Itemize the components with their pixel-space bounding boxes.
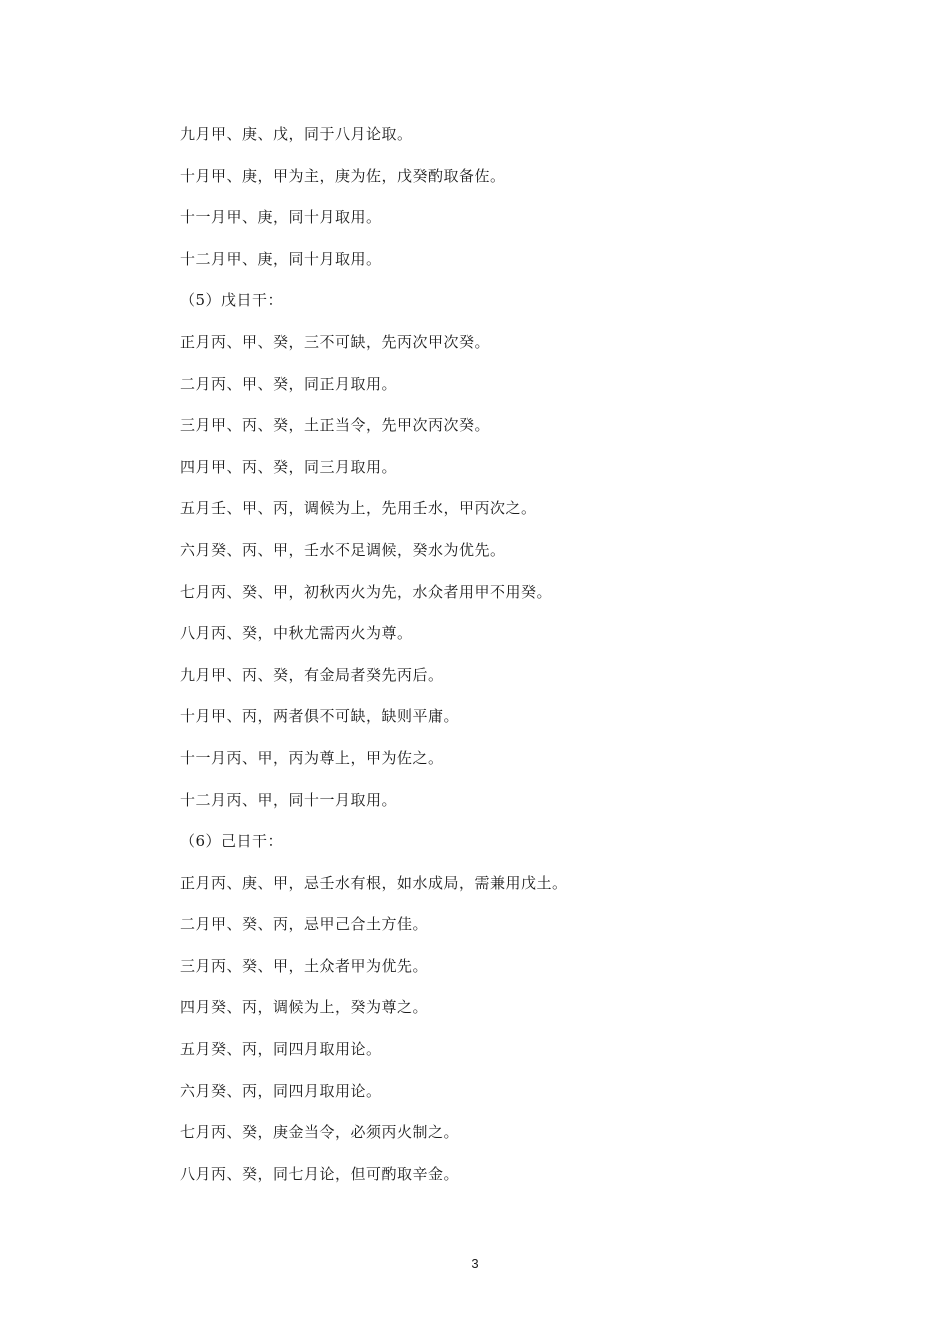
text-line: 四月癸、丙，调候为上，癸为尊之。 [180, 998, 429, 1017]
text-line: 八月丙、癸，同七月论，但可酌取辛金。 [180, 1164, 460, 1183]
text-line: 正月丙、庚、甲，忌壬水有根，如水成局，需兼用戊土。 [180, 873, 568, 892]
text-line: 二月甲、癸、丙，忌甲己合土方佳。 [180, 915, 429, 934]
text-line: 四月甲、丙、癸，同三月取用。 [180, 457, 398, 476]
text-line: 七月丙、癸、甲，初秋丙火为先，水众者用甲不用癸。 [180, 582, 553, 601]
text-line: 十二月甲、庚，同十月取用。 [180, 249, 382, 268]
text-line: 九月甲、庚、戊，同于八月论取。 [180, 125, 413, 143]
section-heading: （6）己日干： [180, 832, 284, 851]
text-line: 五月壬、甲、丙，调候为上，先用壬水，甲丙次之。 [180, 499, 537, 518]
text-line: 六月癸、丙，同四月取用论。 [180, 1081, 382, 1100]
document-body [180, 120, 880, 1201]
text-line: 十月甲、丙，两者俱不可缺，缺则平庸。 [180, 707, 460, 726]
text-line: 九月甲、丙、癸，有金局者癸先丙后。 [180, 665, 444, 684]
text-line: 二月丙、甲、癸，同正月取用。 [180, 374, 398, 393]
text-line: 正月丙、甲、癸，三不可缺，先丙次甲次癸。 [180, 332, 491, 351]
text-line: 十月甲、庚，甲为主，庚为佐，戊癸酌取备佐。 [180, 166, 506, 185]
text-line: 十一月甲、庚，同十月取用。 [180, 208, 382, 227]
text-line: 三月丙、癸、甲，土众者甲为优先。 [180, 956, 429, 975]
section-heading: （5）戊日干： [180, 291, 284, 310]
page-number: 3 [471, 1256, 479, 1271]
text-line: 五月癸、丙，同四月取用论。 [180, 1040, 382, 1059]
text-line: 八月丙、癸，中秋尤需丙火为尊。 [180, 624, 413, 643]
text-line: 七月丙、癸，庚金当令，必须丙火制之。 [180, 1123, 460, 1142]
text-line: 十二月丙、甲，同十一月取用。 [180, 790, 398, 809]
text-line: 十一月丙、甲，丙为尊上，甲为佐之。 [180, 748, 444, 767]
text-line: 三月甲、丙、癸，土正当令，先甲次丙次癸。 [180, 416, 491, 435]
text-line: 六月癸、丙、甲，壬水不足调候，癸水为优先。 [180, 540, 506, 559]
